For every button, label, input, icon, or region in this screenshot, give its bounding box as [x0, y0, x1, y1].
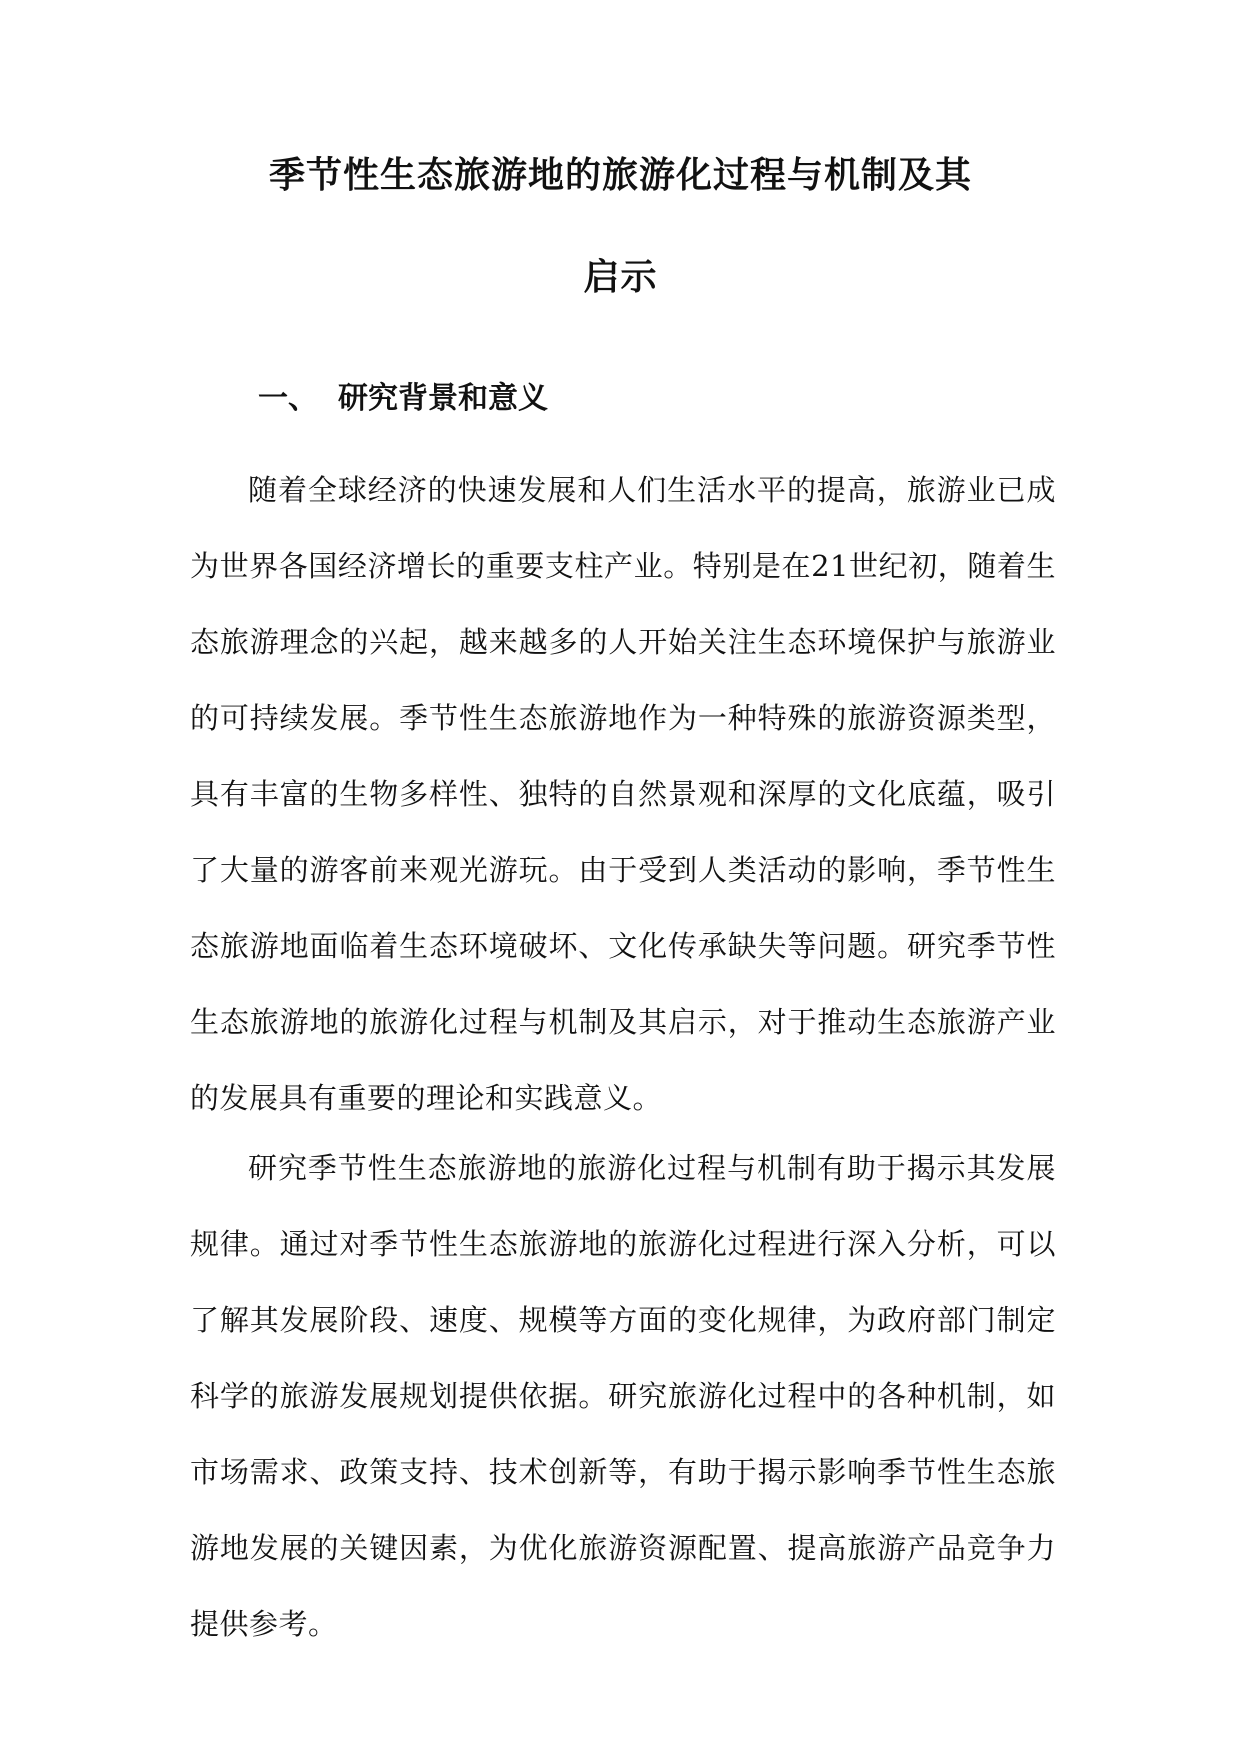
section-number: 一、: [258, 381, 318, 416]
section-title: 研究背景和意义: [338, 381, 548, 416]
document-title-line-2: 启示: [583, 257, 658, 298]
body-paragraph-1: 随着全球经济的快速发展和人们生活水平的提高，旅游业已成为世界各国经济增长的重要支柱产业。特别是在21世纪初，随着生态旅游理念的兴起，越来越多的人开始关注生态环境保护与旅游业的可持续发展。季节性生态旅游地作为一种特殊的旅游资源类型，具有丰富的生物多样性、独特的自然景观和深厚的文化底蕴，吸引了大量的游客前来观光游玩。由于受到人类活动的影响，季节性生态旅游地面临着生态环境破坏、文化传承缺失等问题。研究季节性生态旅游地的旅游化过程与机制及其启示，对于推动生态旅游产业的发展具有重要的理论和实践意义。: [190, 473, 1056, 1115]
section-heading: [258, 379, 548, 419]
body-paragraph-2: 研究季节性生态旅游地的旅游化过程与机制有助于揭示其发展规律。通过对季节性生态旅游地的旅游化过程进行深入分析，可以了解其发展阶段、速度、规模等方面的变化规律，为政府部门制定科学的旅游发展规划提供依据。研究旅游化过程中的各种机制，如市场需求、政策支持、技术创新等，有助于揭示影响季节性生态旅游地发展的关键因素，为优化旅游资源配置、提高旅游产品竞争力提供参考。: [190, 1151, 1056, 1641]
document-title-line-1: 季节性生态旅游地的旅游化过程与机制及其: [268, 155, 972, 196]
